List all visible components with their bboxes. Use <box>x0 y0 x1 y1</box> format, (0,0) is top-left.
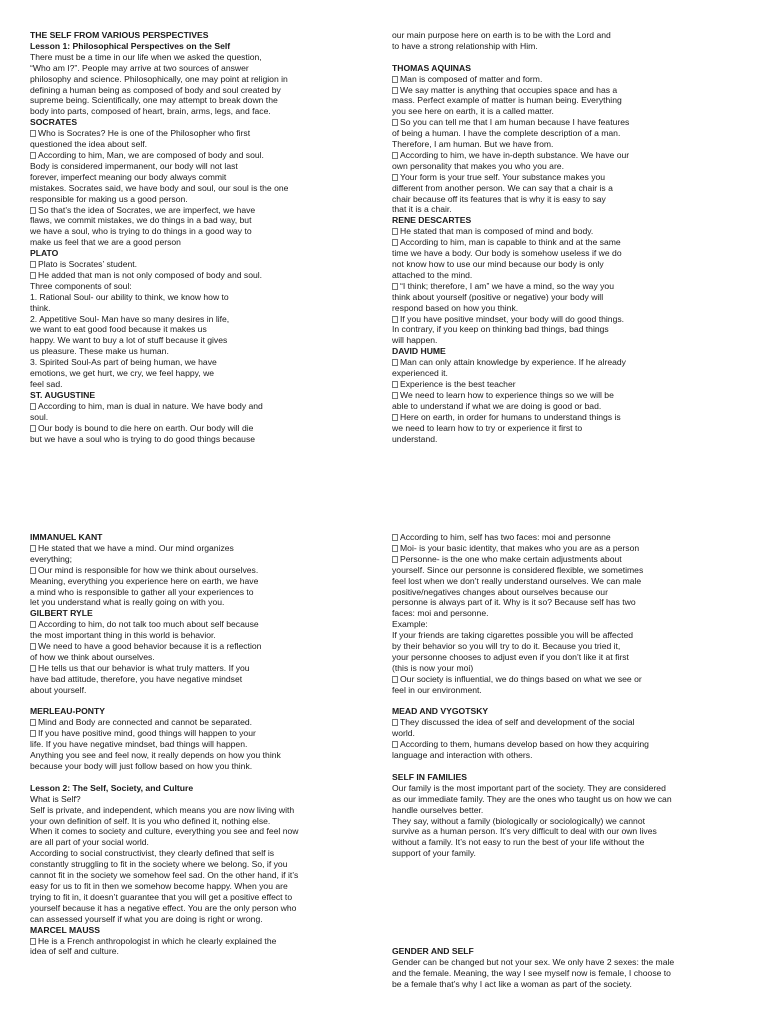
bullet-line <box>392 85 722 96</box>
bullet-box-icon <box>392 556 398 563</box>
bullet-line <box>30 259 360 270</box>
text-line: not know how to use our mind because our body is only <box>392 259 604 270</box>
text-line: mass. Perfect example of matter is human being. Everything <box>392 95 622 106</box>
bullet-text: He stated that man is composed of mind and body. <box>400 226 594 237</box>
bullet-text: Plato is Socrates’ student. <box>38 259 138 270</box>
bullet-text: “I think; therefore, I am” we have a mind, so the way you <box>400 280 614 291</box>
text-line: soul. <box>30 411 49 422</box>
text-line: yourself. Since our personne is considered flexible, we sometimes <box>392 564 644 575</box>
bullet-text: According to him, do not talk too much about self because <box>38 619 259 630</box>
text-line: but we have a soul who is trying to do good things because <box>30 433 256 444</box>
bullet-box-icon <box>30 665 36 672</box>
text-line: They say, without a family (biologically or sociologically) we cannot <box>392 815 645 826</box>
bullet-box-icon <box>30 403 36 410</box>
text-line: we want to eat good food because it makes us <box>30 324 207 335</box>
blank-line <box>392 761 722 772</box>
bullet-box-icon <box>30 730 36 737</box>
text-line: Example: <box>392 619 428 630</box>
text-line: understand. <box>392 433 438 444</box>
text-line: everything; <box>30 553 73 564</box>
text-line: Gender can be changed but not your sex. We only have 2 sexes: the male <box>392 957 675 968</box>
section-heading: SELF IN FAMILIES <box>392 771 467 782</box>
text-line: to have a strong relationship with Him. <box>392 40 538 51</box>
text-line: According to social constructivist, they clearly defined that self is <box>30 848 275 859</box>
bullet-box-icon <box>392 534 398 541</box>
section-heading: Lesson 1: Philosophical Perspectives on the Self <box>30 40 231 51</box>
bullet-box-icon <box>30 621 36 628</box>
text-line: body into parts, composed of heart, brain, arms, legs, and face. <box>30 106 271 117</box>
bullet-text: Your form is your true self. Your substance makes you <box>400 171 606 182</box>
bullet-text: If you have positive mind, good things will happen to your <box>38 728 256 739</box>
bullet-text: Our body is bound to die here on earth. Our body will die <box>38 422 254 433</box>
bullet-line <box>392 150 722 161</box>
section-heading: THE SELF FROM VARIOUS PERSPECTIVES <box>30 30 209 40</box>
text-line: yourself because it has a negative effect. You are the only person who <box>30 902 297 913</box>
blank-line <box>392 914 722 925</box>
text-line: supreme being. Scientifically, one may attempt to break down the <box>30 95 278 106</box>
bullet-box-icon <box>30 152 36 159</box>
text-line: constantly struggling to fit in the society where we belong. So, if you <box>30 859 288 870</box>
bullet-text: We say matter is anything that occupies space and has a <box>400 84 618 95</box>
section-heading: ST. AUGUSTINE <box>30 389 96 400</box>
text-line: In contrary, if you keep on thinking bad things, bad things <box>392 324 609 335</box>
text-line: Meaning, everything you experience here on earth, we have <box>30 575 259 586</box>
bullet-text: Man can only attain knowledge by experience. If he already <box>400 357 626 368</box>
text-line: we need to learn how to try or experience it first to <box>392 422 583 433</box>
text-line: handle ourselves better. <box>392 804 484 815</box>
bullet-text: So you can tell me that I am human because I have features <box>400 117 630 128</box>
bullet-text: Personne- is the one who make certain adjustments about <box>400 553 622 564</box>
text-line: world. <box>392 728 415 739</box>
bullet-line <box>30 619 360 630</box>
text-line: Body is considered impermanent, our body will not last <box>30 160 238 171</box>
text-line: by their behavior so you will try to do it. Because you tried it, <box>392 641 621 652</box>
bullet-box-icon <box>392 545 398 552</box>
bullet-line <box>30 543 360 554</box>
bullet-box-icon <box>30 545 36 552</box>
text-line: time we have a body. Our body is somehow useless if we do <box>392 248 622 259</box>
section-heading: THOMAS AQUINAS <box>392 62 471 73</box>
text-line: think about yourself (positive or negative) your body will <box>392 291 604 302</box>
text-line: able to understand if what we are doing is good or bad. <box>392 400 602 411</box>
text-line: can assessed yourself if what you are doing is right or wrong. <box>30 913 263 924</box>
bullet-box-icon <box>30 425 36 432</box>
section-heading: MARCEL MAUSS <box>30 924 101 935</box>
text-line: happy. We want to buy a lot of stuff because it gives <box>30 335 228 346</box>
column-top-right <box>392 30 722 444</box>
bullet-box-icon <box>392 381 398 388</box>
blank-line <box>392 696 722 707</box>
bullet-line <box>30 205 360 216</box>
text-line: of being a human. I have the complete description of a man. <box>392 128 621 139</box>
bullet-text: They discussed the idea of self and development of the social <box>400 717 635 728</box>
text-line: mistakes. Socrates said, we have body and soul, our soul is the one <box>30 182 289 193</box>
text-line: responsible for making us a good person. <box>30 193 188 204</box>
bullet-text: He stated that we have a mind. Our mind organizes <box>38 542 234 553</box>
text-line: cannot fit in the society we somehow feel sad. On the other hand, if it’s <box>30 870 299 881</box>
text-line: own personality that makes you who you are. <box>392 160 564 171</box>
blank-line <box>392 859 722 870</box>
blank-line <box>392 903 722 914</box>
text-line: language and interaction with others. <box>392 750 533 761</box>
blank-line <box>30 696 360 707</box>
blank-line <box>392 925 722 936</box>
text-line: your personne chooses to adjust even if you don’t like it at first <box>392 651 629 662</box>
bullet-line <box>392 674 722 685</box>
section-heading: IMMANUEL KANT <box>30 532 103 542</box>
bullet-line <box>30 641 360 652</box>
bullet-box-icon <box>392 414 398 421</box>
text-line: feel in our environment. <box>392 684 482 695</box>
text-line: Anything you see and feel now, it really depends on how you think <box>30 750 281 761</box>
text-line: about yourself. <box>30 684 87 695</box>
bullet-line <box>30 150 360 161</box>
bullet-text: So that’s the idea of Socrates, we are imperfect, we have <box>38 204 256 215</box>
bullet-line <box>392 532 722 543</box>
text-line: survive as a human person. It’s very difficult to deal with our own lives <box>392 826 657 837</box>
bullet-text: According to him, we have in-depth substance. We have our <box>400 149 630 160</box>
bullet-text: Who is Socrates? He is one of the Philosopher who first <box>38 128 251 139</box>
bullet-line <box>392 117 722 128</box>
bullet-box-icon <box>30 938 36 945</box>
text-line: without a family. It’s not easy to run the best of your life without the <box>392 837 645 848</box>
bullet-line <box>392 543 722 554</box>
text-line: you see here on earth, it is a called matter. <box>392 106 554 117</box>
text-line: When it comes to society and culture, everything you see and feel now <box>30 826 299 837</box>
bullet-line <box>30 663 360 674</box>
bullet-box-icon <box>392 228 398 235</box>
text-line: 2. Appetitive Soul- Man have so many desires in life, <box>30 313 230 324</box>
text-line: positive/negatives changes about ourselves because our <box>392 586 608 597</box>
text-line: feel lost when we don’t really understand ourselves. We can male <box>392 575 642 586</box>
text-line: (this is now your moi) <box>392 662 474 673</box>
text-line: have bad attitude, therefore, you have negative mindset <box>30 673 243 684</box>
bullet-box-icon <box>392 119 398 126</box>
text-line: Self is private, and independent, which means you are now living with <box>30 804 295 815</box>
section-heading: SOCRATES <box>30 117 78 128</box>
blank-line <box>30 772 360 783</box>
bullet-line <box>30 565 360 576</box>
section-heading: MEAD AND VYGOTSKY <box>392 706 489 717</box>
text-line: experienced it. <box>392 368 448 379</box>
bullet-box-icon <box>30 261 36 268</box>
section-heading: Lesson 2: The Self, Society, and Culture <box>30 782 194 793</box>
bullet-box-icon <box>392 316 398 323</box>
text-line: faces: moi and personne. <box>392 608 489 619</box>
bullet-box-icon <box>392 283 398 290</box>
text-line: make us feel that we are a good person <box>30 237 181 248</box>
text-line: life. If you have negative mindset, bad things will happen. <box>30 739 248 750</box>
text-line: the most important thing in this world is behavior. <box>30 630 216 641</box>
text-line: as our immediate family. They are the ones who taught us on how we can <box>392 793 672 804</box>
section-heading: DAVID HUME <box>392 346 446 357</box>
text-line: “Who am I?”. People may arrive at two sources of answer <box>30 62 249 73</box>
text-line: idea of self and culture. <box>30 946 119 957</box>
text-line: attached to the mind. <box>392 269 473 280</box>
text-line: 1. Rational Soul- our ability to think, we know how to <box>30 291 229 302</box>
bullet-text: We need to have a good behavior because it is a reflection <box>38 641 262 652</box>
bullet-line <box>392 74 722 85</box>
text-line: chair because off its features that is why it is easy to say <box>392 193 606 204</box>
text-line: If your friends are taking cigarettes possible you will be affected <box>392 630 634 641</box>
bullet-box-icon <box>30 272 36 279</box>
text-line: Three components of soul: <box>30 280 132 291</box>
bullet-line <box>392 314 722 325</box>
bullet-box-icon <box>392 87 398 94</box>
text-line: be a female that’s why I act like a woman as part of the society. <box>392 979 632 989</box>
blank-line <box>392 52 722 63</box>
text-line: forever, imperfect meaning our body always commit <box>30 171 227 182</box>
text-line: support of your family. <box>392 848 476 859</box>
bullet-text: Man is composed of matter and form. <box>400 73 543 84</box>
text-line: Our family is the most important part of the society. They are considered <box>392 782 666 793</box>
text-line: a mind who is responsible to gather all your experiences to <box>30 586 254 597</box>
bullet-box-icon <box>30 719 36 726</box>
text-line: Therefore, I am human. But we have from. <box>392 139 554 150</box>
bullet-line <box>392 281 722 292</box>
text-line: emotions, we get hurt, we cry, we feel happy, we <box>30 368 215 379</box>
section-heading: PLATO <box>30 248 59 259</box>
bullet-line <box>392 412 722 423</box>
bullet-text: Experience is the best teacher <box>400 378 516 389</box>
text-line: because your body will just follow based on how you think. <box>30 761 253 772</box>
bullet-box-icon <box>392 76 398 83</box>
bullet-box-icon <box>392 741 398 748</box>
bullet-line <box>392 554 722 565</box>
section-heading: GENDER AND SELF <box>392 946 474 957</box>
bullet-box-icon <box>30 567 36 574</box>
bullet-text: Our mind is responsible for how we think about ourselves. <box>38 564 259 575</box>
text-line: we have a soul, who is trying to do things in a good way to <box>30 226 252 237</box>
bullet-line <box>392 226 722 237</box>
text-line: questioned the idea about self. <box>30 139 148 150</box>
text-line: different from another person. We can say that a chair is a <box>392 182 613 193</box>
text-line: What is Self? <box>30 793 81 804</box>
column-bottom-left <box>30 532 360 957</box>
text-line: and the female. Meaning, the way I see myself now is female, I choose to <box>392 968 671 979</box>
text-line: let you understand what is really going on with you. <box>30 597 225 608</box>
text-line: defining a human being as composed of body and soul created by <box>30 84 281 95</box>
bullet-box-icon <box>392 359 398 366</box>
bullet-box-icon <box>392 392 398 399</box>
bullet-box-icon <box>30 130 36 137</box>
blank-line <box>392 881 722 892</box>
text-line: think. <box>30 302 51 313</box>
column-bottom-right <box>392 532 722 990</box>
bullet-text: He is a French anthropologist in which he clearly explained the <box>38 935 277 946</box>
bullet-text: According to him, Man, we are composed of body and soul. <box>38 149 264 160</box>
text-line: our main purpose here on earth is to be with the Lord and <box>392 30 611 40</box>
bullet-line <box>30 401 360 412</box>
section-heading: RENE DESCARTES <box>392 215 472 226</box>
blank-line <box>392 935 722 946</box>
bullet-text: If you have positive mindset, your body will do good things. <box>400 313 625 324</box>
bullet-line <box>392 390 722 401</box>
bullet-line <box>392 717 722 728</box>
bullet-line <box>30 423 360 434</box>
text-line: us pleasure. These make us human. <box>30 346 169 357</box>
section-heading: GILBERT RYLE <box>30 608 93 619</box>
text-line: will happen. <box>392 335 438 346</box>
bullet-text: Our society is influential, we do things based on what we see or <box>400 673 642 684</box>
bullet-line <box>30 717 360 728</box>
bullet-text: According to them, humans develop based on how they acquiring <box>400 739 649 750</box>
bullet-text: We need to learn how to experience things so we will be <box>400 389 614 400</box>
bullet-line <box>392 379 722 390</box>
bullet-box-icon <box>392 174 398 181</box>
bullet-box-icon <box>392 719 398 726</box>
text-line: feel sad. <box>30 379 63 389</box>
bullet-text: According to him, self has two faces: moi and personne <box>400 532 611 542</box>
bullet-text: He tells us that our behavior is what truly matters. If you <box>38 662 250 673</box>
bullet-line <box>30 728 360 739</box>
text-line: flaws, we commit mistakes, we do things in a bad way, but <box>30 215 252 226</box>
text-line: of how we think about ourselves. <box>30 651 155 662</box>
bullet-line <box>30 936 360 947</box>
bullet-text: According to him, man is capable to think and at the same <box>400 237 621 248</box>
text-line: your own definition of self. It is you who defined it, nothing else. <box>30 815 271 826</box>
text-line: easy for us to fit in then we somehow become happy. When you are <box>30 880 288 891</box>
bullet-box-icon <box>30 643 36 650</box>
text-line: that it is a chair. <box>392 204 452 215</box>
blank-line <box>392 870 722 881</box>
bullet-text: Moi- is your basic identity, that makes who you are as a person <box>400 542 640 553</box>
column-top-left <box>30 30 360 444</box>
bullet-line <box>392 172 722 183</box>
blank-line <box>392 892 722 903</box>
text-line: There must be a time in our life when we asked the question, <box>30 51 262 62</box>
bullet-box-icon <box>392 239 398 246</box>
bullet-text: Mind and Body are connected and cannot be separated. <box>38 717 253 728</box>
bullet-text: Here on earth, in order for humans to understand things is <box>400 411 621 422</box>
bullet-line <box>30 270 360 281</box>
text-line: philosophy and science. Philosophically, one may point at religion in <box>30 73 288 84</box>
text-line: are all part of your social world. <box>30 837 149 848</box>
bullet-text: According to him, man is dual in nature. We have body and <box>38 400 263 411</box>
bullet-box-icon <box>392 676 398 683</box>
bullet-line <box>392 237 722 248</box>
bullet-line <box>392 357 722 368</box>
section-heading: MERLEAU-PONTY <box>30 706 105 717</box>
text-line: respond based on how you think. <box>392 302 519 313</box>
text-line: trying to fit in, it doesn’t guarantee that you will get a positive effect to <box>30 891 293 902</box>
bullet-box-icon <box>30 207 36 214</box>
bullet-line <box>30 128 360 139</box>
bullet-text: He added that man is not only composed of body and soul. <box>38 269 263 280</box>
bullet-line <box>392 739 722 750</box>
text-line: personne is always part of it. Why is it so? Because self has two <box>392 597 636 608</box>
bullet-box-icon <box>392 152 398 159</box>
text-line: 3. Spirited Soul-As part of being human, we have <box>30 357 217 368</box>
